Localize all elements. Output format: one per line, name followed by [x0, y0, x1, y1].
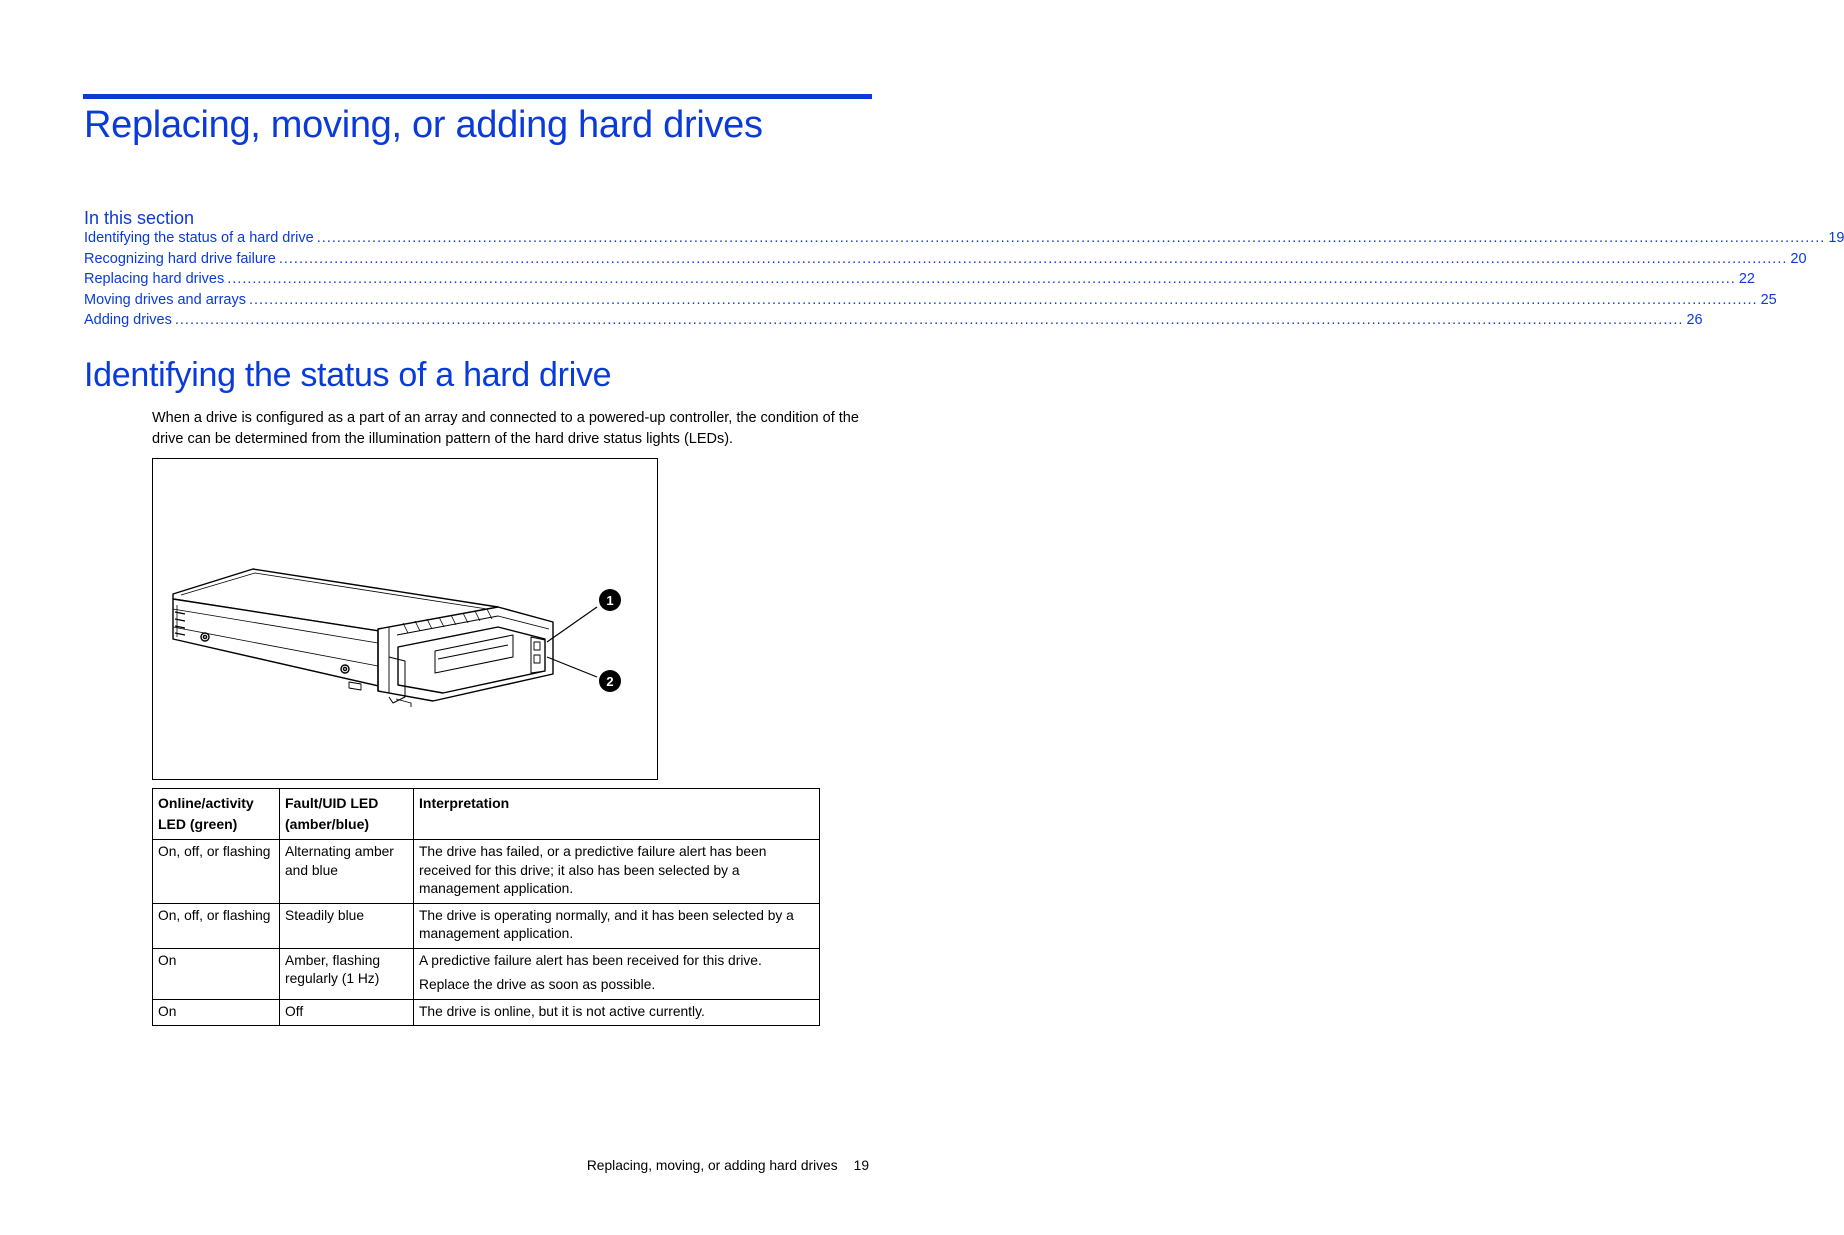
cell-interpretation — [414, 903, 820, 948]
toc-entry-page: 19 — [1828, 230, 1844, 246]
table-row — [153, 999, 820, 1026]
chapter-top-rule — [83, 94, 872, 99]
interpretation-text: Replace the drive as soon as possible. — [419, 977, 656, 992]
intro-paragraph: When a drive is configured as a part of an array and connected to a powered-up controller, the condition of the drive can be determined from the illumination pattern of the hard drive status lights (LEDs). — [152, 410, 859, 447]
toc-dot-leader: ............................................................................................................................................................................................................................................................................................................ — [316, 230, 1826, 246]
cell-interpretation — [414, 948, 820, 999]
table-header-row — [153, 789, 820, 840]
callout-2 — [599, 670, 621, 692]
header-interpretation: Interpretation — [414, 789, 820, 840]
cell-interpretation — [414, 999, 820, 1026]
cell-fault: Steadily blue — [280, 903, 414, 948]
toc-link-replacing-drives[interactable] — [84, 271, 1755, 292]
interpretation-text: The drive is online, but it is not active currently. — [419, 1003, 705, 1019]
interpretation-text: The drive has failed, or a predictive failure alert has been received for this drive; it also has been selected by a management application. — [419, 844, 767, 896]
callout-1-label: 1 — [606, 593, 614, 608]
toc-entry-page: 26 — [1686, 312, 1703, 328]
toc-entry-title: Identifying the status of a hard drive — [84, 230, 314, 246]
hard-drive-illustration — [153, 459, 659, 781]
page-footer — [587, 1158, 869, 1173]
interpretation-text: The drive is operating normally, and it has been selected by a management application. — [419, 907, 794, 941]
table-row — [153, 903, 820, 948]
cell-fault: Alternating amber and blue — [280, 840, 414, 904]
toc-heading: In this section — [84, 208, 195, 228]
toc-dot-leader: ............................................................................................................................................................................................................................................................................................................ — [249, 291, 1758, 308]
toc-entry-title: Moving drives and arrays — [84, 291, 246, 308]
toc-link-adding-drives[interactable] — [84, 312, 1703, 333]
toc-link-moving-drives[interactable] — [84, 291, 1777, 313]
header-online-activity-led: Online/activity LED (green) — [153, 789, 280, 840]
toc-entry-page: 20 — [1790, 250, 1807, 267]
toc-list — [84, 230, 1844, 333]
chapter-title: Replacing, moving, or adding hard drives — [84, 104, 763, 146]
cell-online: On — [153, 948, 280, 999]
callout-2-label: 2 — [606, 674, 614, 689]
toc-entry-title: Adding drives — [84, 312, 172, 328]
toc-dot-leader: ............................................................................................................................................................................................................................................................................................................ — [174, 312, 1684, 328]
section-title: Identifying the status of a hard drive — [84, 356, 612, 394]
cell-interpretation — [414, 840, 820, 904]
toc-link-identifying-status[interactable] — [84, 230, 1844, 251]
led-status-table — [152, 788, 820, 1026]
toc-entry-title: Recognizing hard drive failure — [84, 250, 276, 267]
toc-link-recognizing-failure[interactable] — [84, 250, 1807, 272]
toc-dot-leader: ............................................................................................................................................................................................................................................................................................................ — [278, 250, 1788, 267]
toc-entry-page: 25 — [1760, 291, 1777, 308]
toc-entry-page: 22 — [1738, 271, 1755, 287]
toc-dot-leader: ............................................................................................................................................................................................................................................................................................................ — [227, 271, 1736, 287]
interpretation-text: A predictive failure alert has been received for this drive. — [419, 952, 762, 968]
cell-online: On, off, or flashing — [153, 903, 280, 948]
header-fault-uid-led: Fault/UID LED (amber/blue) — [280, 789, 414, 840]
cell-online: On, off, or flashing — [153, 840, 280, 904]
table-row — [153, 840, 820, 904]
cell-online: On — [153, 999, 280, 1026]
footer-page-number: 19 — [853, 1158, 869, 1173]
callout-1 — [599, 589, 621, 611]
cell-fault: Off — [280, 999, 414, 1026]
hard-drive-figure — [152, 458, 658, 780]
table-row — [153, 948, 820, 999]
footer-running-title: Replacing, moving, or adding hard drives — [586, 1158, 838, 1173]
cell-fault: Amber, flashing regularly (1 Hz) — [280, 948, 414, 999]
toc-entry-title: Replacing hard drives — [84, 271, 225, 287]
